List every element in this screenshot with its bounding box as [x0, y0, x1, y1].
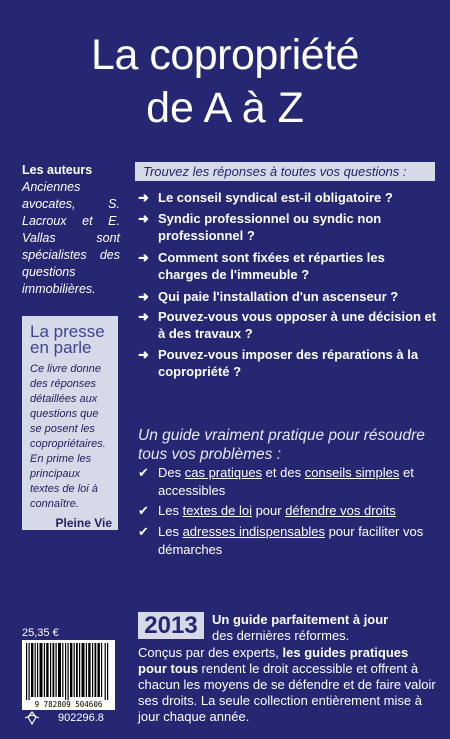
arrow-icon: ➜ [138, 309, 149, 324]
questions-heading: Trouvez les réponses à toutes vos questions : [135, 162, 435, 181]
benefit-text: Des cas pratiques et des conseils simples et accessibles [158, 465, 414, 498]
press-heading-line2: en parle [30, 338, 92, 357]
barcode-icon [22, 640, 115, 700]
edition-line2: des dernières réformes. [212, 628, 350, 643]
guide-intro: Un guide vraiment pratique pour résoudre tous vos problèmes : [138, 427, 425, 463]
question-item [138, 189, 438, 206]
barcode-digits: 9 782809 504606 [22, 700, 115, 710]
arrow-icon: ➜ [138, 190, 149, 205]
question-text: Le conseil syndical est-il obligatoire ? [158, 190, 393, 205]
book-title-line2: de A à Z [146, 84, 304, 132]
checkmark-icon: ✔ [138, 503, 149, 518]
checkmark-icon: ✔ [138, 524, 149, 539]
question-text: Qui paie l'installation d'un ascenseur ? [158, 289, 399, 304]
press-heading [30, 324, 112, 356]
question-item [138, 210, 438, 244]
authors-block [22, 162, 120, 298]
press-quote-box [22, 316, 118, 530]
barcode [22, 640, 115, 700]
edition-text [212, 612, 440, 644]
question-item [138, 288, 438, 305]
edition-line1: Un guide parfaitement à jour [212, 612, 389, 627]
arrow-icon: ➜ [138, 211, 149, 226]
benefit-text: Les textes de loi pour défendre vos droits [158, 503, 396, 518]
press-source: Pleine Vie [55, 516, 112, 530]
edition-year-badge: 2013 [138, 612, 204, 639]
price: 25,35 € [22, 627, 59, 639]
product-code: 902296.8 [58, 712, 104, 724]
benefit-item [138, 464, 438, 500]
question-text: Pouvez-vous imposer des réparations à la copropriété ? [158, 347, 419, 379]
question-item [138, 249, 438, 283]
arrow-icon: ➜ [138, 289, 149, 304]
publisher-logo-icon [23, 711, 41, 728]
book-title-line1: La copropriété [91, 31, 359, 79]
question-text: Comment sont fixées et réparties les charges de l'immeuble ? [158, 250, 385, 282]
question-text: Syndic professionnel ou syndic non professionnel ? [158, 211, 382, 243]
question-text: Pouvez-vous vous opposer à une décision et à des travaux ? [158, 309, 437, 341]
benefit-item [138, 502, 438, 520]
question-item [138, 346, 438, 380]
benefit-item [138, 523, 438, 559]
arrow-icon: ➜ [138, 250, 149, 265]
press-heading-line1: La presse [30, 322, 105, 341]
press-quote: Ce livre donne des réponses détaillées aux questions que se posent les copropriétaires. En prime les principaux textes de loi à connaître. [30, 363, 106, 510]
arrow-icon: ➜ [138, 347, 149, 362]
collection-description: Conçus par des experts, les guides pratiques pour tous rendent le droit accessible et offrent à chacun les moyens de se défendre et de faire valoir ses droits. La seule collection entièrement mise à jour chaque année. [138, 645, 436, 724]
benefit-text: Les adresses indispensables pour faciliter vos démarches [158, 524, 424, 557]
authors-heading: Les auteurs [22, 163, 93, 177]
checkmark-icon: ✔ [138, 465, 149, 480]
authors-text: Anciennes avocates, S. Lacroux et E. Vallas sont spécialistes des questions immobilières. [22, 180, 120, 296]
question-item [138, 308, 438, 342]
